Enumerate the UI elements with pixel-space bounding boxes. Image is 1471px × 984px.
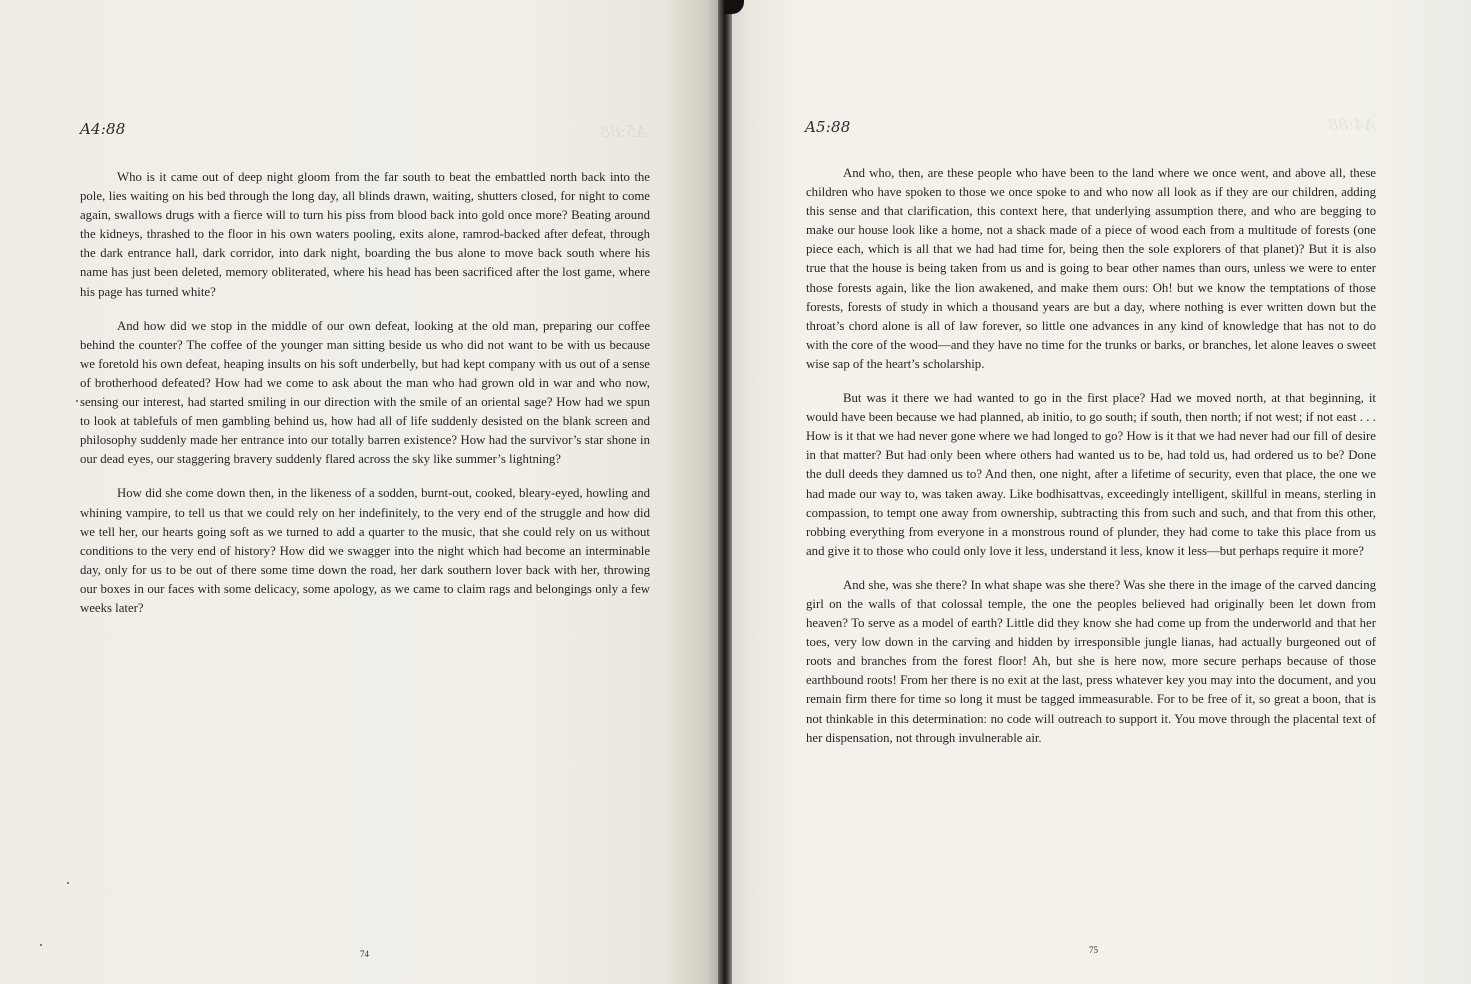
left-page-show-through: A5:88 <box>600 122 648 141</box>
left-paragraph-3: How did she come down then, in the likeness of a sodden, burnt-out, cooked, bleary-eyed, howling and whining vampire, to tell us that we could rely on her indefinitely, to the very end of the struggle and how did we tell her, our hearts going soft as we turned to add a quarter to the music, that she could rely on us without conditions to the very end of history? How did we swagger into the night which had become an interminable day, only for us to be out of there some time down the road, her dark southern lover back with her, throwing our boxes in our faces with some delicacy, some apology, as we came to claim rags and belongings only a few weeks later? <box>80 486 650 615</box>
speck <box>40 944 42 946</box>
right-paragraph-2: But was it there we had wanted to go in the first place? Had we moved north, at that beginning, it would have been because we had planned, ab initio, to go south; if south, then north; if not west; if not east . . . How is it that we had never gone where we had longed to go? How is it that we had never had our fill of desire in that matter? But had only been where others had wanted us to be, had told us, had ordered us to be? Done the dull deeds they damned us to? And then, one night, after a lifetime of security, even that place, the one we had made our way to, was taken away. Like bodhisattvas, exceedingly intelligent, skillful in means, sterling in compassion, to tempt one away from ownership, subtracting this from such and such, and that from this other, robbing everything from everyone in a monstrous round of plunder, they had come to take this place from us and give it to those who could only love it less, understand it less, know it less—but perhaps require it more? <box>806 391 1376 558</box>
left-page-number: 74 <box>360 949 369 959</box>
right-page-heading: A5:88 <box>805 118 851 136</box>
right-page-show-through: A4:88 <box>1328 115 1376 134</box>
right-paragraph-3: And she, was she there? In what shape was she there? Was she there in the image of the carved dancing girl on the walls of that colossal temple, the one the peoples believed had originally been let down from heaven? To serve as a model of earth? Little did they know she had come up from the underworld and that her toes, very low down in the carving and hidden by irresponsible jungle lianas, had actually burgeoned out of roots and branches from the forest floor! Ah, but she is here now, more secure perhaps because of those earthbound roots! From her there is no exit at the last, press whatever key you may into the document, and you remain firm there for time so long it must be tagged immeasurable. For to be free of it, so great a boon, that is not thinkable in this determination: no code will outreach to support it. You move through the placental text of her dispensation, not through invulnerable air. <box>806 577 1376 745</box>
book-gutter <box>718 0 732 984</box>
left-page <box>0 0 722 984</box>
left-page-heading: A4:88 <box>80 120 126 138</box>
speck <box>67 882 69 884</box>
left-paragraph-1: Who is it came out of deep night gloom from the far south to beat the embattled north back into the pole, lies waiting on his bed through the long day, all blinds drawn, waiting, shutters closed, for night to come again, swallows drugs with a fierce will to turn his piss from blood back into gold once more? Beating around the kidneys, thrashed to the floor in his own waters pooling, exits alone, ramrod-backed after defeat, through the dark entrance hall, dark corridor, into dark night, boarding the bus alone to move back south where his name has just been deleted, memory obliterated, where his head has been sacrificed after the lost game, where his page has turned white? <box>80 170 650 299</box>
right-page-body <box>806 164 1376 763</box>
left-page-body <box>80 168 650 633</box>
right-paragraph-1: And who, then, are these people who have been to the land where we once went, and above all, these children who have spoken to those we once spoke to and who now all look as if they are our children, adding this sense and that clarification, this context here, that underlying assumption there, and who are begging to make our house look like a home, not a shack made of a piece of wood each from a multitude of forests (one piece each, which is all that we had had time for, being then the sole explorers of that planet)? But it is also true that the house is being taken from us and is going to bear other names than ours, unless we were to enter those forests again, like the lion awakened, and make them ours: Oh! but we know the temptations of those forests, forests of study in which a thousand years are but a day, where nothing is ever written down but the throat’s chord alone is all of law forever, so little one advances in any kind of knowledge that has not to do with the core of the wood—and they have no time for the trunks or barks, or branches, let alone leaves o sweet wise sap of the heart’s scholarship. <box>806 166 1376 371</box>
right-page-number: 75 <box>1089 945 1098 955</box>
speck <box>76 400 78 402</box>
left-paragraph-2: And how did we stop in the middle of our own defeat, looking at the old man, preparing our coffee behind the counter? The coffee of the younger man sitting beside us who did not want to be with us because we foretold his own defeat, heaping insults on his soft underbelly, but had kept company with us out of a sense of brotherhood defeated? How had we come to ask about the man who had grown old in war and who now, sensing our interest, had started smiling in our direction with the smile of an oriental sage? How had we spun to look at tablefuls of men gambling behind us, how had all of life suddenly desisted on the blank screen and philosophy suddenly made her entrance into our totally barren existence? How had the survivor’s star shone in our dead eyes, our staggering bravery suddenly flared across the sky like summer’s lightning? <box>80 318 650 467</box>
right-page <box>728 0 1471 984</box>
